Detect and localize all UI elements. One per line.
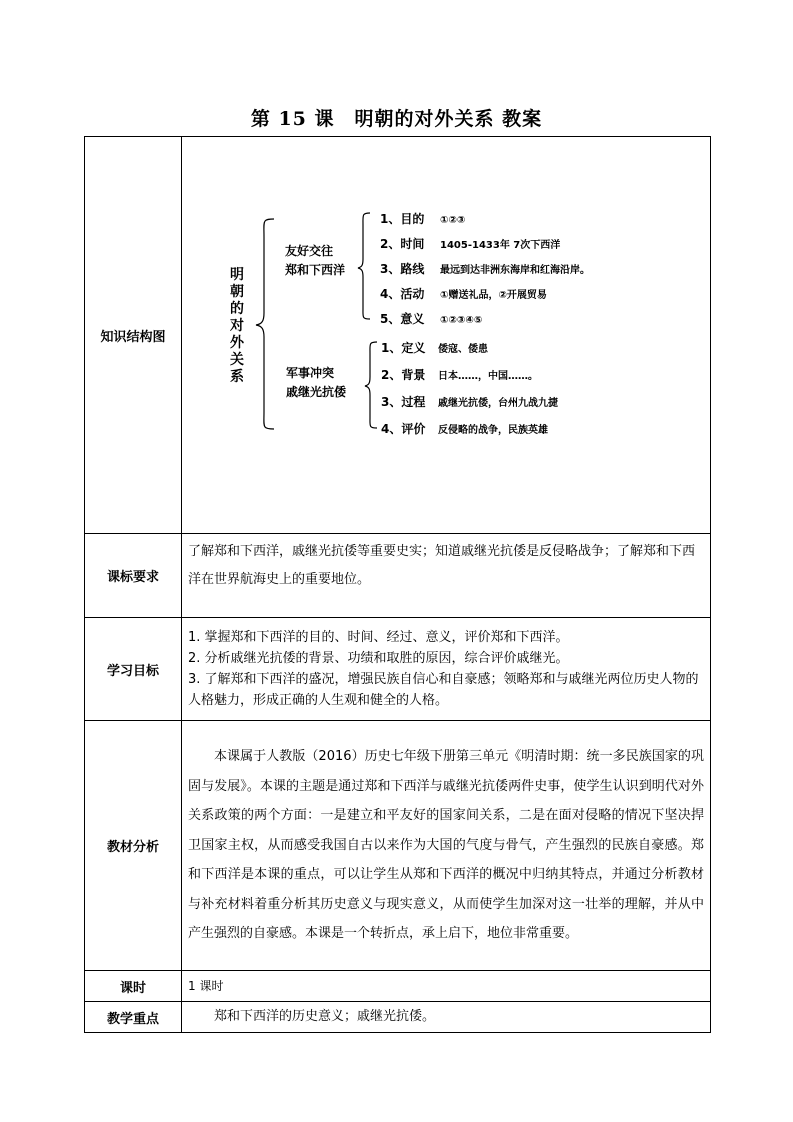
branch1-item-label: 1、目的 [380,212,425,226]
row-label-standard: 课标要求 [85,534,182,618]
branch1-item-note: ①②③ [440,215,466,226]
diagram-root-title: 明朝的对外关系 [230,267,244,385]
goal-item: 1. 掌握郑和下西洋的目的、时间、经过、意义，评价郑和下西洋。 [188,630,569,645]
branch1-item-note: ①②③④⑤ [440,315,483,326]
goal-item: 2. 分析戚继光抗倭的背景、功绩和取胜的原因，综合评价戚继光。 [188,651,569,666]
branch1-item-label: 2、时间 [380,237,425,251]
structure-diagram-cell [182,137,711,534]
hours-row [85,971,711,1002]
branch2-item-note: 戚继光抗倭，台州九战九捷 [438,398,558,409]
branch1-item-note: ①赠送礼品，②开展贸易 [440,290,547,301]
standard-text: 了解郑和下西洋，戚继光抗倭等重要史实；知道戚继光抗倭是反侵略战争；了解郑和下西洋在世界航海史上的重要地位。 [182,534,711,618]
standard-row [85,534,711,618]
lesson-plan-table [84,136,711,1033]
hours-text: 1 课时 [182,971,711,1002]
goals-row [85,618,711,721]
analysis-cell [182,721,711,971]
row-label-hours: 课时 [85,971,182,1002]
goals-list [182,618,711,721]
branch1-item-label: 4、活动 [380,287,425,301]
branch1-item-note: 1405-1433年 7次下西洋 [440,240,561,251]
branch1-subtitle: 郑和下西洋 [285,263,346,277]
branch2-item-note: 日本……，中国……。 [438,371,538,382]
branch2-item-label: 1、定义 [381,341,426,355]
branch1-item-note: 最远到达非洲东海岸和红海沿岸。 [440,265,590,276]
structure-row [85,137,711,534]
row-label-structure: 知识结构图 [85,137,182,534]
knowledge-structure-diagram [182,137,710,533]
page-title: 第 15 课 明朝的对外关系 教案 [250,108,543,130]
branch2-item-label: 3、过程 [381,395,426,409]
goal-item: 3. 了解郑和下西洋的盛况，增强民族自信心和自豪感；领略郑和与戚继光两位历史人物的人格魅力，形成正确的人生观和健全的人格。 [188,672,699,708]
analysis-text: 本课属于人教版（2016）历史七年级下册第三单元《明清时期：统一多民族国家的巩固与发展》。本课的主题是通过郑和下西洋与戚继光抗倭两件史事，使学生认识到明代对外关系政策的两个方面：一是建立和平友好的国家间关系，二是在面对侵略的情况下坚决捍卫国家主权，从而感受我国自古以来作为大国的气度与骨气，产生强烈的民族自豪感。郑和下西洋是本课的重点，可以让学生从郑和下西洋的概况中归纳其特点，并通过分析教材与补充材料着重分析其历史意义与现实意义，从而使学生加深对这一壮举的理解，并从中产生强烈的自豪感。本课是一个转折点，承上启下，地位非常重要。 [188,749,704,942]
keypoints-row [85,1002,711,1033]
branch1-item-label: 3、路线 [380,262,425,276]
branch1-item-label: 5、意义 [380,312,425,326]
branch2-title: 军事冲突 [286,366,335,380]
bracket-lines [182,137,712,533]
branch2-item-note: 倭寇、倭患 [438,344,488,355]
row-label-goals: 学习目标 [85,618,182,721]
keypoints-text: 郑和下西洋的历史意义；戚继光抗倭。 [182,1002,711,1033]
row-label-keypoints: 教学重点 [85,1002,182,1033]
row-label-analysis: 教材分析 [85,721,182,971]
branch2-subtitle: 戚继光抗倭 [286,385,347,399]
branch2-item-note: 反侵略的战争，民族英雄 [438,425,548,436]
branch2-item-label: 2、背景 [381,368,426,382]
analysis-row [85,721,711,971]
branch1-title: 友好交往 [285,244,334,258]
branch2-item-label: 4、评价 [381,422,426,436]
